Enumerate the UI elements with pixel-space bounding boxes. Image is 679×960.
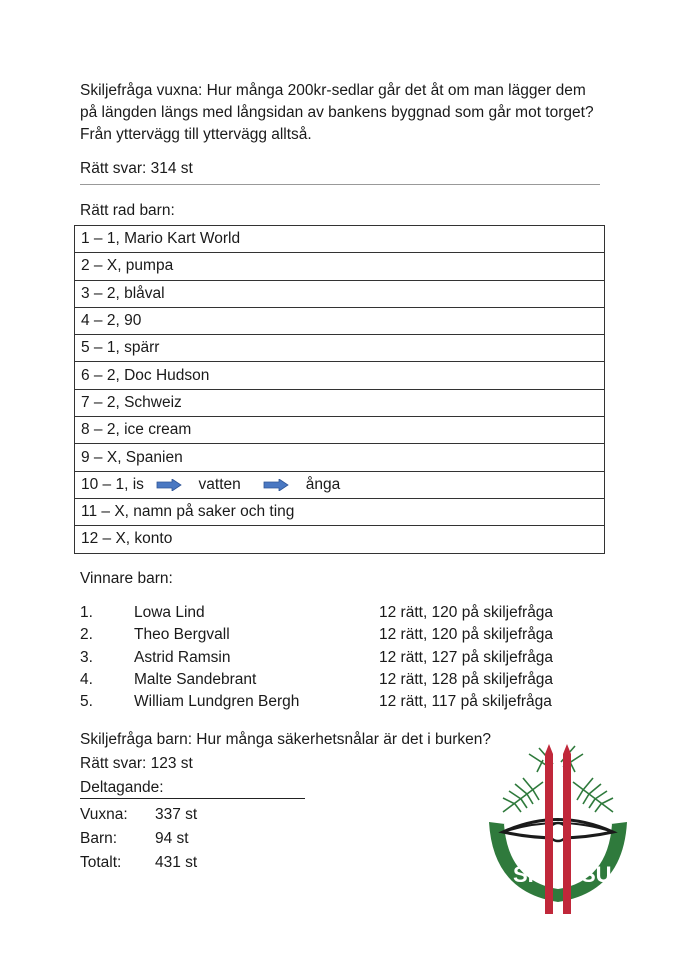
stat-value: 337 st	[155, 806, 198, 823]
adult-tiebreak-question: Skiljefråga vuxna: Hur många 200kr-sedlar går det åt om man lägger dem på längden längs med långsidan av bankens byggnad som går mot torget? Från yttervägg till yttervägg alltså.	[80, 82, 594, 143]
winner-score: 12 rätt, 117 på skiljefråga	[379, 693, 552, 711]
logo-text-left: SI	[513, 862, 534, 887]
table-cell: 4 – 2, 90	[75, 307, 605, 334]
table-row	[75, 362, 605, 389]
winner-score: 12 rätt, 120 på skiljefråga	[379, 626, 554, 644]
winner-place: 4.	[80, 670, 93, 688]
table-row	[75, 498, 605, 525]
arrow-right-icon	[263, 479, 289, 491]
table-row	[75, 389, 605, 416]
table-cell: 8 – 2, ice cream	[75, 417, 605, 444]
arrow-right-icon	[156, 479, 182, 491]
winner-score: 12 rätt, 128 på skiljefråga	[379, 670, 554, 688]
winner-name: Lowa Lind	[134, 604, 205, 621]
table-row	[75, 417, 605, 444]
club-logo	[483, 742, 633, 917]
table-row	[75, 335, 605, 362]
winner-place: 2.	[80, 626, 93, 644]
winner-score: 12 rätt, 120 på skiljefråga	[379, 604, 554, 621]
children-answer-table	[74, 225, 605, 554]
children-correct-answer: Rätt svar: 123 st	[80, 755, 193, 772]
stat-value: 94 st	[155, 830, 189, 847]
table-cell: 12 – X, konto	[75, 526, 605, 553]
stat-label: Totalt:	[80, 854, 122, 871]
table-cell: 7 – 2, Schweiz	[75, 389, 605, 416]
table-cell: 3 – 2, blåval	[75, 280, 605, 307]
stat-adults	[80, 806, 197, 824]
table-cell: 1 – 1, Mario Kart World	[75, 226, 605, 253]
winner-score: 12 rätt, 127 på skiljefråga	[379, 648, 554, 666]
row-end: ånga	[305, 475, 341, 493]
stat-value: 431 st	[155, 854, 198, 871]
stat-label: Vuxna:	[80, 806, 128, 823]
table-row	[75, 526, 605, 553]
stat-total	[80, 854, 197, 872]
table-cell	[75, 471, 605, 498]
adult-correct-answer: Rätt svar: 314 st	[80, 160, 193, 177]
winners-heading: Vinnare barn:	[80, 570, 173, 587]
stat-label: Barn:	[80, 830, 118, 847]
row-mid: vatten	[198, 475, 241, 493]
table-row	[75, 280, 605, 307]
table-cell: 9 – X, Spanien	[75, 444, 605, 471]
table-row	[75, 226, 605, 253]
table-row	[75, 444, 605, 471]
table-cell: 5 – 1, spärr	[75, 335, 605, 362]
participation-heading: Deltagande:	[80, 779, 164, 796]
heading-underline	[80, 798, 305, 799]
divider	[80, 184, 600, 185]
logo-text-right: SU	[581, 862, 612, 887]
stat-children	[80, 830, 189, 848]
winner-name: Theo Bergvall	[134, 626, 230, 644]
table-cell: 2 – X, pumpa	[75, 253, 605, 280]
table-row	[75, 253, 605, 280]
winner-name: William Lundgren Bergh	[134, 693, 300, 711]
winner-place: 3.	[80, 648, 93, 666]
winner-place: 5.	[80, 693, 93, 711]
children-tiebreak-question: Skiljefråga barn: Hur många säkerhetsnålar är det i burken?	[80, 731, 491, 748]
children-row-heading: Rätt rad barn:	[80, 202, 175, 219]
winner-name: Astrid Ramsin	[134, 648, 231, 666]
table-cell: 6 – 2, Doc Hudson	[75, 362, 605, 389]
row-prefix: 10 – 1, is	[81, 475, 144, 493]
winner-name: Malte Sandebrant	[134, 670, 257, 688]
table-row	[75, 307, 605, 334]
winner-place: 1.	[80, 604, 93, 621]
table-cell: 11 – X, namn på saker och ting	[75, 498, 605, 525]
table-row	[75, 471, 605, 498]
